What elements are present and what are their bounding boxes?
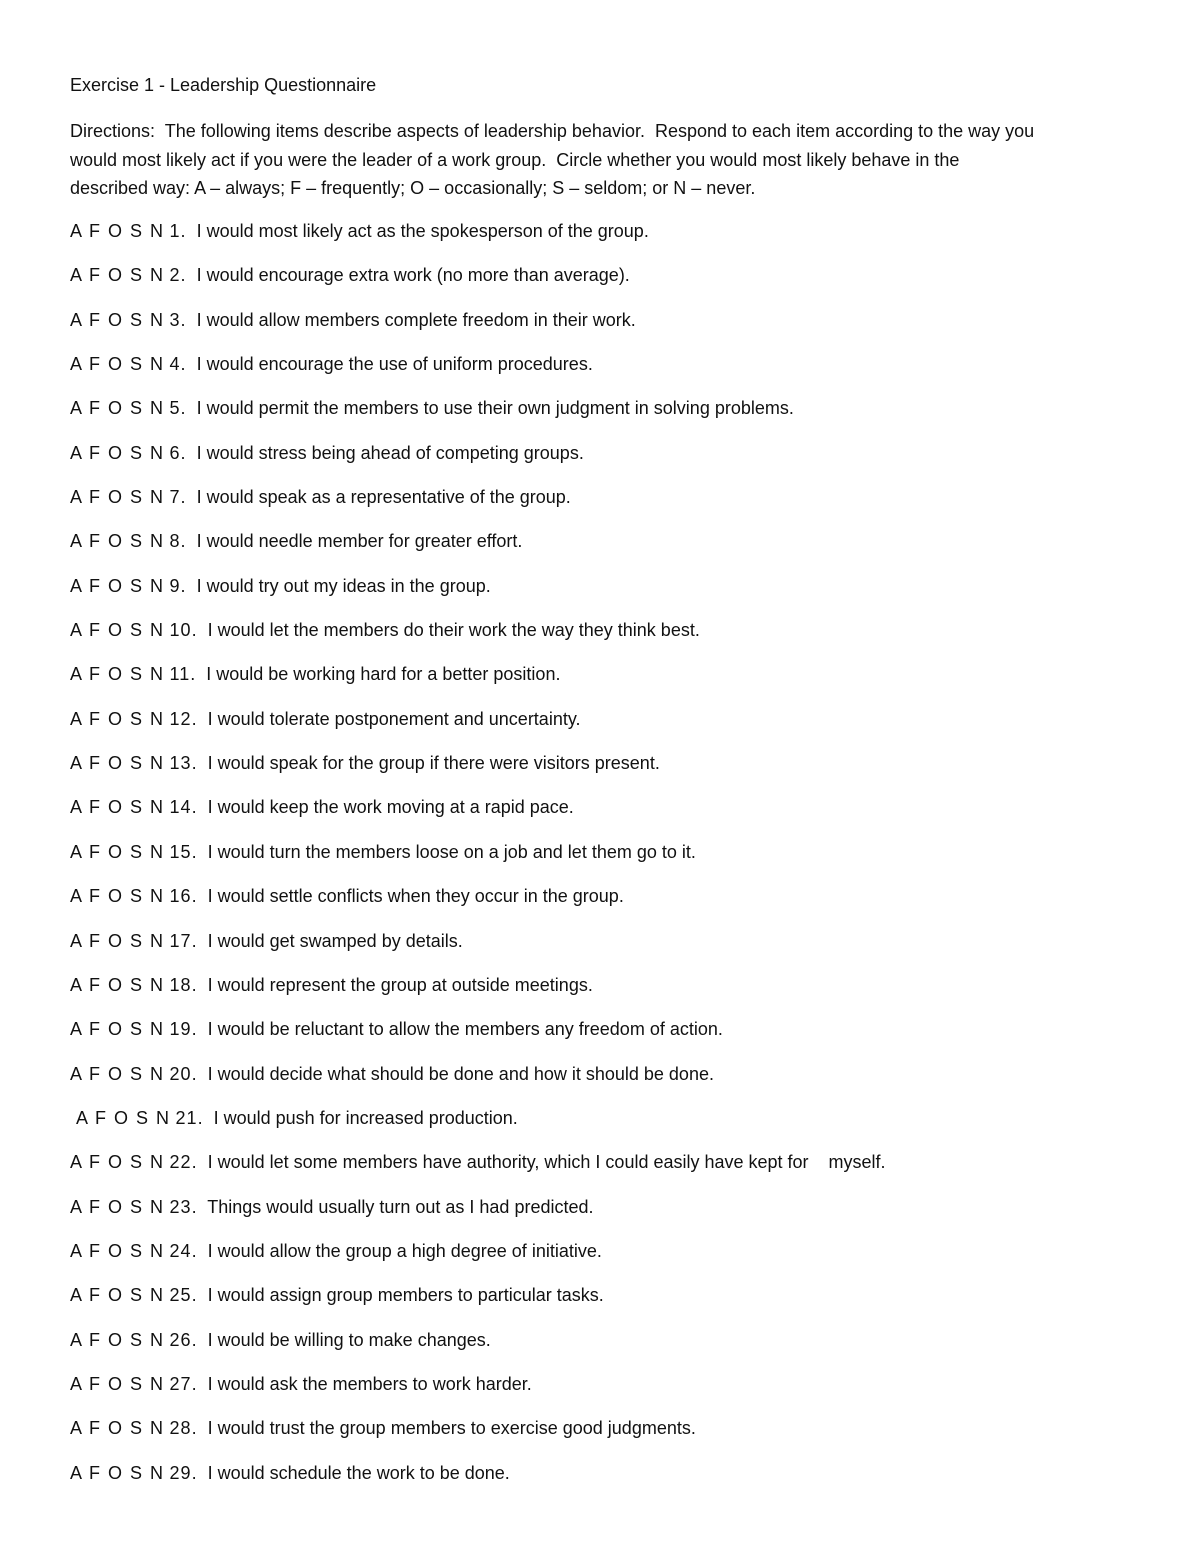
item-number: 16. [169,886,198,907]
answer-choices[interactable]: A F O S N [70,354,165,375]
item-number: 2. [169,265,187,286]
item-number: 26. [169,1329,198,1350]
questionnaire-item [70,1372,1150,1416]
item-number: 12. [169,708,198,729]
questionnaire-item [70,1328,1150,1372]
item-number: 28. [169,1418,198,1439]
questionnaire-item [70,352,1150,396]
questionnaire-item [70,1017,1150,1061]
item-text: I would assign group members to particular tasks. [207,1285,604,1306]
directions-line-3: described way: A – always; F – frequently; O – occasionally; S – seldom; or N – never. [70,178,756,198]
item-number: 9. [169,575,187,596]
item-number: 13. [169,753,198,774]
item-text: I would allow members complete freedom in their work. [196,309,636,330]
questionnaire-item [70,707,1150,751]
questionnaire-item [70,308,1150,352]
item-number: 18. [169,974,198,995]
item-number: 8. [169,531,187,552]
answer-choices[interactable]: A F O S N [70,531,165,552]
answer-choices[interactable]: A F O S N [70,664,165,685]
item-number: 11. [169,664,197,685]
item-number: 23. [169,1196,198,1217]
answer-choices[interactable]: A F O S N [70,487,165,508]
item-text: I would turn the members loose on a job and let them go to it. [207,841,696,862]
item-text: I would try out my ideas in the group. [196,575,491,596]
questionnaire-item [70,263,1150,307]
item-number: 4. [169,354,187,375]
questionnaire-item [70,662,1150,706]
answer-choices[interactable]: A F O S N [70,442,165,463]
answer-choices[interactable]: A F O S N [70,708,165,729]
answer-choices[interactable]: A F O S N [70,1240,165,1261]
questionnaire-items [70,219,1150,1505]
item-text: I would trust the group members to exercise good judgments. [207,1418,696,1439]
item-number: 6. [169,442,187,463]
item-number: 22. [169,1152,198,1173]
item-text: I would let the members do their work the way they think best. [207,620,700,641]
questionnaire-item [70,973,1150,1017]
answer-choices[interactable]: A F O S N [70,974,165,995]
item-text: I would most likely act as the spokesperson of the group. [196,221,649,241]
questionnaire-item [70,884,1150,928]
questionnaire-item [70,485,1150,529]
item-text: I would push for increased production. [213,1107,518,1128]
questionnaire-item [70,1062,1150,1106]
answer-choices[interactable]: A F O S N [70,1063,165,1084]
questionnaire-item [70,1195,1150,1239]
item-number: 25. [169,1285,198,1306]
item-number: 19. [169,1019,198,1040]
item-text: I would represent the group at outside meetings. [207,974,593,995]
questionnaire-item [70,1461,1150,1505]
answer-choices[interactable]: A F O S N [70,575,165,596]
item-text: I would let some members have authority, which I could easily have kept for myself. [207,1152,886,1173]
item-number: 29. [169,1462,198,1483]
item-text: I would keep the work moving at a rapid pace. [207,797,574,818]
questionnaire-item [70,1239,1150,1283]
questionnaire-item [70,1150,1150,1194]
directions-paragraph [70,117,1140,203]
questionnaire-item [70,219,1150,263]
directions-line-1: Directions: The following items describe aspects of leadership behavior. Respond to each item according to the way you [70,121,1035,141]
item-text: I would encourage extra work (no more than average). [196,265,630,286]
item-text: I would ask the members to work harder. [207,1373,532,1394]
item-text: I would decide what should be done and how it should be done. [207,1063,714,1084]
item-text: I would speak as a representative of the group. [196,487,571,508]
item-text: I would be willing to make changes. [207,1329,491,1350]
item-text: I would stress being ahead of competing groups. [196,442,584,463]
item-number: 21. [175,1107,204,1128]
questionnaire-item [70,1416,1150,1460]
item-number: 24. [169,1240,198,1261]
item-text: I would needle member for greater effort. [196,531,523,552]
item-number: 27. [169,1373,198,1394]
answer-choices[interactable]: A F O S N [70,309,165,330]
item-text: I would schedule the work to be done. [207,1462,510,1483]
answer-choices[interactable]: A F O S N [76,1107,171,1128]
answer-choices[interactable]: A F O S N [70,620,165,641]
item-number: 5. [169,398,187,419]
answer-choices[interactable]: A F O S N [70,265,165,286]
item-text: I would settle conflicts when they occur in the group. [207,886,624,907]
answer-choices[interactable]: A F O S N [70,1418,165,1439]
answer-choices[interactable]: A F O S N [70,398,165,419]
questionnaire-item [70,529,1150,573]
directions-line-2: would most likely act if you were the leader of a work group. Circle whether you would most likely behave in the [70,149,960,170]
questionnaire-item [70,795,1150,839]
item-number: 17. [169,930,198,951]
document-title: Exercise 1 - Leadership Questionnaire [70,75,377,95]
item-number: 14. [169,797,198,818]
item-text: I would get swamped by details. [207,930,463,951]
answer-choices[interactable]: A F O S N [70,886,165,907]
answer-choices[interactable]: A F O S N [70,797,165,818]
answer-choices[interactable]: A F O S N [70,1196,165,1217]
questionnaire-item [70,1106,1150,1150]
item-number: 7. [169,487,187,508]
item-text: I would encourage the use of uniform procedures. [196,354,593,375]
questionnaire-item [70,396,1150,440]
item-text: I would allow the group a high degree of initiative. [207,1240,602,1261]
item-number: 10. [169,620,198,641]
item-number: 1. [169,221,187,241]
answer-choices[interactable]: A F O S N [70,1019,165,1040]
answer-choices[interactable]: A F O S N [70,1329,165,1350]
answer-choices[interactable]: A F O S N [70,1462,165,1483]
item-text: I would be working hard for a better position. [206,664,561,685]
questionnaire-item [70,618,1150,662]
item-text: I would permit the members to use their own judgment in solving problems. [196,398,794,419]
answer-choices[interactable]: A F O S N [70,841,165,862]
item-text: I would be reluctant to allow the members any freedom of action. [207,1019,723,1040]
item-number: 15. [169,841,198,862]
questionnaire-item [70,751,1150,795]
item-text: Things would usually turn out as I had predicted. [207,1196,594,1217]
item-number: 3. [169,309,187,330]
answer-choices[interactable]: A F O S N [70,1285,165,1306]
questionnaire-item [70,840,1150,884]
questionnaire-item [70,929,1150,973]
questionnaire-item [70,574,1150,618]
questionnaire-item [70,1283,1150,1327]
questionnaire-item [70,441,1150,485]
answer-choices[interactable]: A F O S N [70,753,165,774]
item-text: I would tolerate postponement and uncertainty. [207,708,581,729]
answer-choices[interactable]: A F O S N [70,930,165,951]
answer-choices[interactable]: A F O S N [70,1373,165,1394]
item-number: 20. [169,1063,198,1084]
item-text: I would speak for the group if there were visitors present. [207,753,660,774]
answer-choices[interactable]: A F O S N [70,221,165,241]
answer-choices[interactable]: A F O S N [70,1152,165,1173]
